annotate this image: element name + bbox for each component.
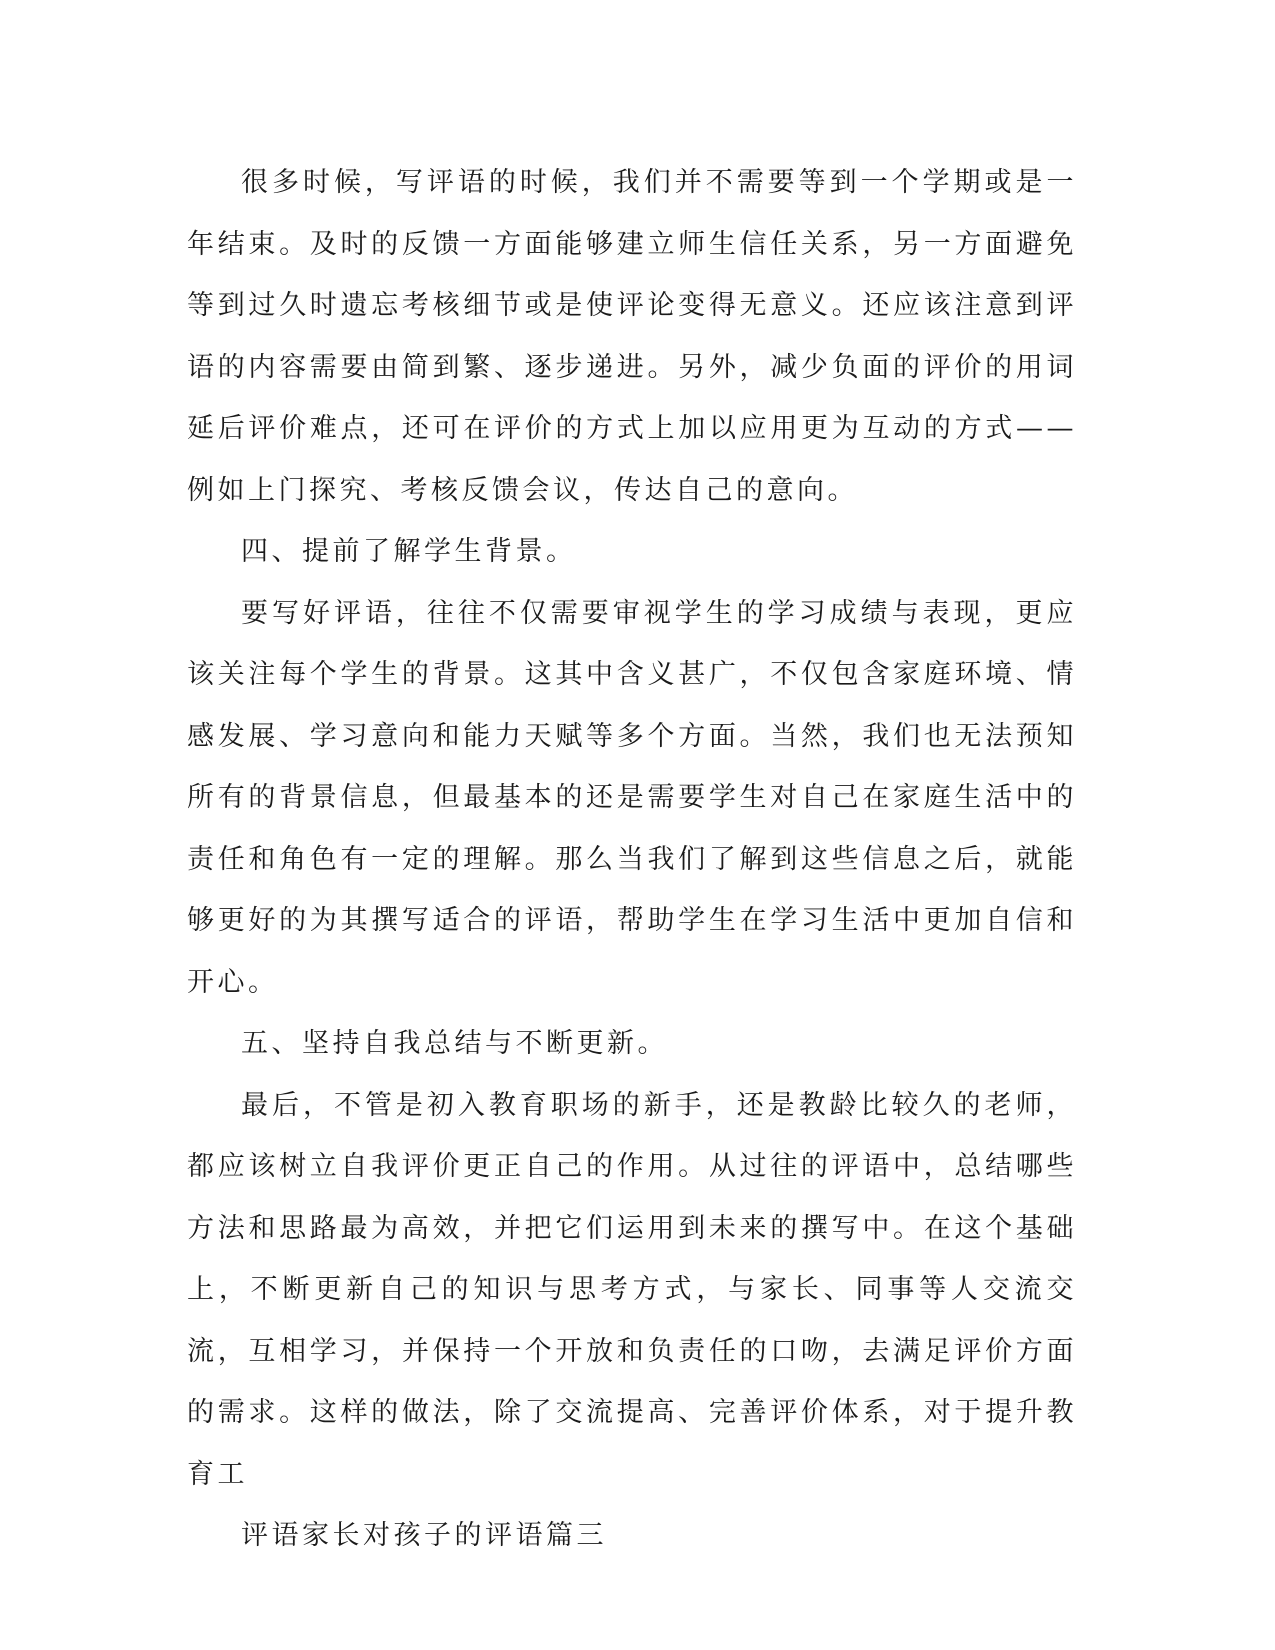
body-paragraph: 要写好评语，往往不仅需要审视学生的学习成绩与表现，更应该关注每个学生的背景。这其中含义甚广，不仅包含家庭环境、情感发展、学习意向和能力天赋等多个方面。当然，我们也无法预知所有的背景信息，但最基本的还是需要学生对自己在家庭生活中的责任和角色有一定的理解。那么当我们了解到这些信息之后，就能够更好的为其撰写适合的评语，帮助学生在学习生活中更加自信和开心。 [187, 597, 1077, 998]
article-title: 评语家长对孩子的评语篇三 [241, 1520, 607, 1551]
section-heading: 四、提前了解学生背景。 [241, 536, 577, 567]
section-heading: 五、坚持自我总结与不断更新。 [241, 1028, 668, 1059]
body-paragraph: 最后，不管是初入教育职场的新手，还是教龄比较久的老师，都应该树立自我评价更正自己的作用。从过往的评语中，总结哪些方法和思路最为高效，并把它们运用到未来的撰写中。在这个基础上，不断更新自己的知识与思考方式，与家长、同事等人交流交流，互相学习，并保持一个开放和负责任的口吻，去满足评价方面的需求。这样的做法，除了交流提高、完善评价体系，对于提升教育工 [187, 1089, 1077, 1490]
document-page [187, 152, 1077, 1567]
body-paragraph: 很多时候，写评语的时候，我们并不需要等到一个学期或是一年结束。及时的反馈一方面能够建立师生信任关系，另一方面避免等到过久时遗忘考核细节或是使评论变得无意义。还应该注意到评语的内容需要由简到繁、逐步递进。另外，减少负面的评价的用词延后评价难点，还可在评价的方式上加以应用更为互动的方式——例如上门探究、考核反馈会议，传达自己的意向。 [187, 167, 1077, 506]
